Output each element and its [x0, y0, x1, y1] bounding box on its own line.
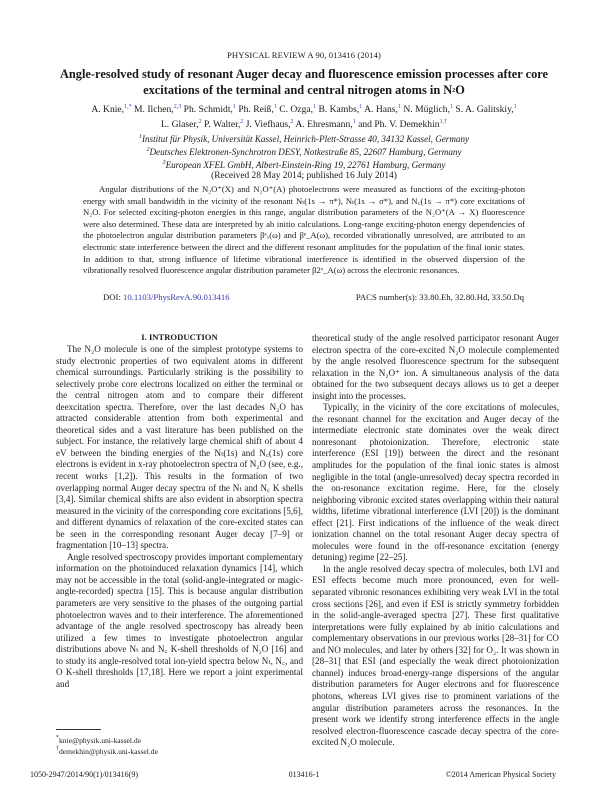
affiliation-3: $^3$European XFEL GmbH, Albert-Einstein-Ring 19, 22761 Hamburg, Germany [162, 160, 446, 170]
author-affiliation-marker[interactable]: 1 [232, 104, 236, 110]
footnote-2: †demekhin@physik.uni-kassel.de [56, 746, 158, 756]
author-affiliation-marker[interactable]: 2 [290, 119, 294, 125]
title-line-1: Angle-resolved study of resonant Auger decay and fluorescence emission processes after core [59, 67, 549, 81]
author-name: A. Hans, [364, 104, 398, 115]
author-affiliation-marker[interactable]: 1,* [124, 104, 132, 110]
doi-pacs-line [103, 292, 524, 302]
author-name: C. Ozga, [279, 104, 314, 115]
author-name: and Ph. V. Demekhin [358, 119, 440, 130]
footer-page-number: 013416-1 [288, 770, 320, 779]
author-affiliation-marker[interactable]: 1,† [439, 119, 448, 125]
author-affiliation-marker[interactable]: 1 [359, 104, 363, 110]
author-list [30, 102, 578, 132]
author-name: Ph. Reiß, [238, 104, 274, 115]
author-affiliation-marker[interactable]: 1 [397, 104, 401, 110]
author-name: L. Glaser, [160, 119, 199, 130]
left-column-body [56, 344, 303, 690]
author-affiliation-marker[interactable]: 2 [240, 119, 244, 125]
paragraph: Typically, in the vicinity of the core excitations of molecules, the resonant channel for the excitation and Auger decay of the intermediate electronic state dominates over the weak direct nonresonant photoionization. Therefore, electronic state interference (ESI [19]) between the direct and the resonant amplitudes for the population of the final ionic states is almost negligible in the total (angle-unresolved) decay spectra recorded in the on-resonance excitation regime. Here, for the closely neighboring vibronic excited states overlapping within their natural widths, lifetime vibrational interference (LVI [20]) is the dominant effect [21]. First indications of the influence of the weak direct ionization channel on the total resonant Auger decay spectra of molecules were found in the off-resonance excitation (energy detuning) regime [22–25]. [312, 402, 559, 563]
author-affiliation-marker[interactable]: 1 [449, 104, 453, 110]
running-head: PHYSICAL REVIEW A 90, 013416 (2014) [227, 50, 381, 60]
author-name: P. Walter, [204, 119, 241, 130]
author-affiliation-marker[interactable]: 2 [198, 119, 202, 125]
author-affiliation-marker[interactable]: 1 [313, 104, 317, 110]
paragraph: The N₂O molecule is one of the simplest prototype systems to study electronic properties of two equivalent atoms in different chemical surroundings. Particularly striking is the possibility to selectively probe core electrons localized on either the terminal or the central nitrogen atom and to compare their different deexcitation spectra. Therefore, over the last decades N₂O has attracted considerable attention from both experimental and theoretical sides and a vast literature has been published on the subject. For instance, the relatively large chemical shift of about 4 eV between the binding energies of the Nₜ(1s) and N꜀(1s) core electrons is evident in x-ray photoelectron spectra of N₂O (see, e.g., recent works [1,2]). This results in the formation of two overlapping normal Auger decay spectra of the Nₜ and N꜀ K shells [3,4]. Similar chemical shifts are also evident in absorption spectra measured in the vicinity of the corresponding core excitations [5,6], and different dynamics of relaxation of the core-excited states can be seen in the corresponding resonant Auger decay [7–9] or fragmentation [10–13] spectra. [56, 344, 303, 551]
footnote-1: *knie@physik.uni-kassel.de [56, 735, 142, 745]
section-heading-introduction: I. INTRODUCTION [141, 332, 218, 342]
received-dates: (Received 28 May 2014; published 16 July 2014) [211, 171, 397, 181]
doi-label: DOI: [103, 292, 121, 302]
paragraph: Angle resolved spectroscopy provides important complementary information on the photoinduced relaxation dynamics [14], which may not be accessible in the total (solid-angle-integrated or magic-angle-recorded) spectra [15]. This is because angular distribution parameters are very sensitive to the phases of the outgoing partial photoelectron waves and to their interference. The aforementioned advantage of the angle resolved spectroscopy has already been utilized a few times to investigate photoelectron angular distributions above Nₜ and N꜀ K-shell thresholds of N₂O [16] and to study its angle-resolved total ion-yield spectra below Nₜ, N꜀, and O K-shell thresholds [17,18]. Here we report a joint experimental and [56, 551, 303, 689]
footnote-divider [56, 729, 101, 730]
author-name: Ph. Schmidt, [183, 104, 233, 115]
paragraph: In the angle resolved decay spectra of molecules, both LVI and ESI effects become much more pronounced, even for well-separated vibronic resonances exhibiting very weak LVI in the total cross sections [26], and even if ESI is strictly symmetry forbidden in the solid-angle-averaged spectra [27]. These first qualitative interpretations were fully explained by ab initio calculations and complementary observations in our previous works [28–31] for CO and NO molecules, and later by others [32] for O₂. It was shown in [28–31] that ESI (and especially the weak direct photoionization channel) induces broad-energy-range dispersions of the angular distribution parameters for Auger electrons and for fluorescence photons, whereas LVI gives rise to prominent variations of the angular distribution parameters across the resonances. In the present work we identify strong interference effects in the angle resolved electron-fluorescence cascade decay spectra of the core-excited N₂O molecule. [312, 563, 559, 748]
affiliation-2: $^2$Deutsches Elektronen-Synchrotron DESY, Notkestraße 85, 22607 Hamburg, Germany [146, 147, 462, 157]
affiliation-1: $^1$Institut für Physik, Universität Kassel, Heinrich-Plett-Strasse 40, 34132 Kassel, Germany [138, 134, 470, 144]
footnotes [56, 735, 303, 757]
author-affiliation-marker[interactable]: 1 [273, 104, 277, 110]
author-name: A. Knie, [91, 104, 125, 115]
author-name: A. Ehresmann, [295, 119, 353, 130]
author-name: B. Kambs, [318, 104, 360, 115]
doi-link[interactable]: 10.1103/PhysRevA.90.013416 [123, 292, 230, 302]
author-name: M. Ilchen, [134, 104, 174, 115]
paragraph: theoretical study of the angle resolved participator resonant Auger electron spectra of the core-excited N₂O molecule complemented by the angle resolved fluorescence spectrum for the subsequent relaxation in the N₂O⁺ ion. A simultaneous analysis of the data obtained for the two subsequent decays allows us to get a deeper insight into the processes. [312, 333, 559, 401]
title-line-2: excitations of the terminal and central nitrogen atoms in $N_2O$ [143, 83, 465, 97]
footer-issn: 1050-2947/2014/90(1)/013416(9) [30, 770, 138, 779]
right-column-body [312, 333, 559, 749]
abstract: Angular distributions of the N₂O⁺(X) and N₂O⁺(A) photoelectrons were measured as functions of the exciting-photon energy with small bandwidth in the vicinity of the resonant Nₜ(1s → π*), Nₜ(1s → σ*), and N꜀(1s → π*) core excitations of N₂O. For selected exciting-photon energies in this range, angular distribution parameters of the N₂O⁺(A → X) fluorescence were also determined. These data are interpreted by ab initio calculations. Long-range exciting-photon energy dependencies of the photoelectron angular distribution parameters βᵉₓ(ω) and βᵉ_A(ω), recorded vibrationally unresolved, are attributed to an electronic state interference between the direct and the different resonant amplitudes for the population of the final ionic states. In addition to that, strong influence of lifetime vibrational interference is identified in the observed dispersion of the vibrationally resolved fluorescence angular distribution parameter β2ˣ_A(ω) across the electronic resonances. [83, 184, 525, 276]
author-name: N. Müglich, [403, 104, 450, 115]
paper-title [40, 66, 568, 98]
author-affiliation-marker[interactable]: 1 [513, 104, 517, 110]
author-name: J. Viefhaus, [245, 119, 291, 130]
author-affiliation-marker[interactable]: 2,3 [173, 104, 182, 110]
pacs-numbers: PACS number(s): 33.80.Eh, 32.80.Hd, 33.50.Dq [355, 292, 524, 302]
footer-copyright: ©2014 American Physical Society [445, 770, 556, 779]
author-affiliation-marker[interactable]: 1 [352, 119, 356, 125]
author-name: S. A. Galitskiy, [455, 104, 514, 115]
